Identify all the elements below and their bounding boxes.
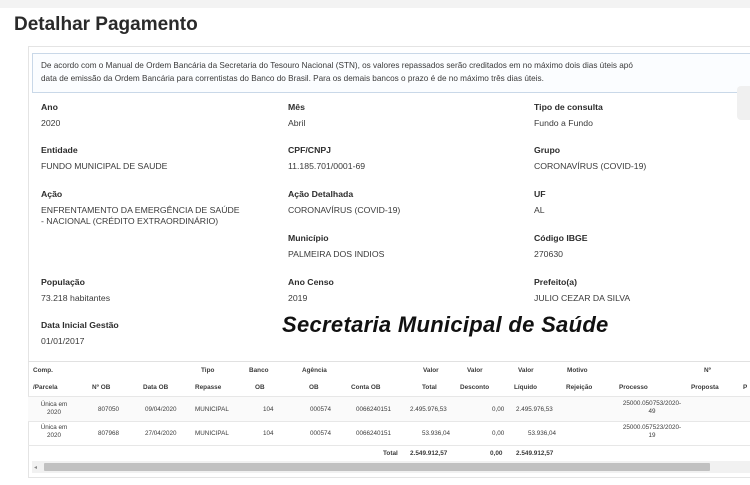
field-ano-label: Ano	[41, 102, 58, 112]
td-comp-l1: Única em	[40, 401, 68, 408]
field-municipio	[288, 233, 384, 260]
td-comp	[36, 424, 72, 440]
field-cpf-cnpj-value: 11.185.701/0001-69	[288, 161, 366, 171]
field-acao-detalhada-label: Ação Detalhada	[288, 189, 354, 199]
th-extra: P	[743, 384, 748, 391]
field-grupo	[534, 145, 646, 172]
field-mes-value: Abril	[288, 118, 306, 128]
td-n-ob: 807050	[98, 406, 120, 413]
field-uf-label: UF	[534, 189, 546, 199]
td-valor-liquido: 53.936,04	[528, 430, 557, 437]
info-notice	[32, 53, 750, 93]
notice-line-2: data de emissão da Ordem Bancária para correntistas do Banco do Brasil. Para os demais bancos o prazo é de no máximo três dias úteis.	[41, 74, 544, 83]
field-acao-detalhada-value: CORONAVÍRUS (COVID-19)	[288, 205, 401, 215]
field-acao-value-line2: - NACIONAL (CRÉDITO EXTRAORDINÁRIO)	[41, 216, 219, 226]
td-processo-l2: 19	[648, 432, 656, 439]
field-ano-censo-label: Ano Censo	[288, 277, 334, 287]
field-mes	[288, 102, 305, 129]
td-valor-desconto: 0,00	[492, 406, 505, 413]
th-comp-l2: /Parcela	[33, 384, 58, 391]
scroll-left-arrow-icon[interactable]: ◂	[34, 465, 38, 471]
th-tipo-repasse-l1: Tipo	[201, 367, 215, 374]
field-entidade-value: FUNDO MUNICIPAL DE SAUDE	[41, 161, 168, 171]
th-agencia-ob-l2: OB	[309, 384, 319, 391]
td-banco-ob: 104	[263, 406, 274, 413]
td-comp-l2: 2020	[46, 409, 61, 416]
td-comp	[36, 401, 72, 417]
th-n-ob: Nº OB	[92, 384, 111, 391]
th-valor-desconto-l2: Desconto	[460, 384, 490, 391]
td-processo-l2: 49	[648, 408, 656, 415]
th-conta-ob: Conta OB	[351, 384, 381, 391]
field-municipio-label: Município	[288, 233, 329, 243]
th-banco-ob-l2: OB	[255, 384, 265, 391]
field-tipo-consulta-value: Fundo a Fundo	[534, 118, 593, 128]
page-title: Detalhar Pagamento	[14, 14, 198, 35]
notice-line-1: De acordo com o Manual de Ordem Bancária da Secretaria do Tesouro Nacional (STN), os valores repassados serão creditados em no máximo dois dias úteis apó	[41, 61, 633, 70]
field-prefeito-value: JULIO CEZAR DA SILVA	[534, 293, 631, 303]
td-banco-ob: 104	[263, 430, 274, 437]
field-codigo-ibge-label: Código IBGE	[534, 233, 588, 243]
td-agencia-ob: 000574	[310, 430, 332, 437]
field-cpf-cnpj	[288, 145, 365, 172]
field-data-inicial-gestao	[41, 320, 119, 347]
td-processo	[612, 424, 692, 440]
field-ano	[41, 102, 60, 129]
total-label: Total	[383, 450, 398, 457]
th-valor-liquido-l1: Valor	[518, 367, 534, 374]
field-tipo-consulta-label: Tipo de consulta	[534, 102, 603, 112]
field-populacao-value: 73.218 habitantes	[41, 293, 111, 303]
field-uf-value: AL	[534, 205, 545, 215]
field-codigo-ibge	[534, 233, 588, 260]
field-data-inicial-gestao-label: Data Inicial Gestão	[41, 320, 119, 330]
td-conta-ob: 0066240151	[356, 430, 392, 437]
total-valor-liquido: 2.549.912,57	[516, 450, 554, 457]
field-grupo-label: Grupo	[534, 145, 561, 155]
overlay-caption: Secretaria Municipal de Saúde	[282, 312, 609, 337]
td-data-ob: 09/04/2020	[145, 406, 177, 413]
td-valor-total: 2.495.976,53	[410, 406, 447, 413]
td-valor-total: 53.936,04	[422, 430, 451, 437]
field-acao-value-line1: ENFRENTAMENTO DA EMERGÊNCIA DE SAÚDE	[41, 205, 240, 215]
field-ano-censo-value: 2019	[288, 293, 308, 303]
total-valor-total: 2.549.912,57	[410, 450, 448, 457]
field-ano-value: 2020	[41, 118, 61, 128]
field-ano-censo	[288, 277, 334, 304]
field-acao-detalhada	[288, 189, 400, 216]
td-tipo-repasse: MUNICIPAL	[195, 430, 229, 437]
field-acao	[41, 189, 240, 227]
table-row-divider	[28, 421, 750, 422]
field-acao-label: Ação	[41, 189, 63, 199]
th-n-proposta-l1: Nº	[704, 367, 711, 374]
td-data-ob: 27/04/2020	[145, 430, 177, 437]
field-populacao-label: População	[41, 277, 85, 287]
th-banco-ob-l1: Banco	[249, 367, 269, 374]
td-valor-desconto: 0,00	[492, 430, 505, 437]
horizontal-scrollbar[interactable]	[32, 461, 750, 473]
td-comp-l1: Única em	[40, 424, 68, 431]
field-codigo-ibge-value: 270630	[534, 249, 563, 259]
top-status-strip	[0, 0, 750, 8]
field-grupo-value: CORONAVÍRUS (COVID-19)	[534, 161, 647, 171]
td-valor-liquido: 2.495.976,53	[516, 406, 553, 413]
td-agencia-ob: 000574	[310, 406, 332, 413]
total-valor-desconto: 0,00	[490, 450, 503, 457]
td-tipo-repasse: MUNICIPAL	[195, 406, 229, 413]
field-prefeito-label: Prefeito(a)	[534, 277, 577, 287]
field-mes-label: Mês	[288, 102, 305, 112]
th-processo: Processo	[619, 384, 648, 391]
field-populacao	[41, 277, 110, 304]
td-processo	[612, 400, 692, 416]
th-motivo-rejeicao-l1: Motivo	[567, 367, 588, 374]
field-uf	[534, 189, 546, 216]
scrollbar-thumb[interactable]	[44, 463, 710, 471]
field-entidade-label: Entidade	[41, 145, 78, 155]
th-motivo-rejeicao-l2: Rejeição	[566, 384, 593, 391]
field-prefeito	[534, 277, 630, 304]
th-agencia-ob-l1: Agência	[302, 367, 327, 374]
td-processo-l1: 25000.050753/2020-	[622, 400, 682, 407]
th-n-proposta-l2: Proposta	[691, 384, 719, 391]
field-data-inicial-gestao-value: 01/01/2017	[41, 336, 85, 346]
side-handle[interactable]	[737, 86, 750, 120]
td-n-ob: 807968	[98, 430, 120, 437]
th-tipo-repasse-l2: Repasse	[195, 384, 222, 391]
th-valor-liquido-l2: Líquido	[514, 384, 538, 391]
th-valor-total-l1: Valor	[423, 367, 439, 374]
field-entidade	[41, 145, 167, 172]
field-cpf-cnpj-label: CPF/CNPJ	[288, 145, 331, 155]
th-comp-l1: Comp.	[33, 367, 53, 374]
th-valor-total-l2: Total	[422, 384, 437, 391]
th-valor-desconto-l1: Valor	[467, 367, 483, 374]
td-comp-l2: 2020	[46, 432, 61, 439]
td-conta-ob: 0066240151	[356, 406, 392, 413]
table-row-divider	[28, 445, 750, 446]
field-tipo-consulta	[534, 102, 603, 129]
th-data-ob: Data OB	[143, 384, 169, 391]
field-municipio-value: PALMEIRA DOS INDIOS	[288, 249, 385, 259]
td-processo-l1: 25000.057523/2020-	[622, 424, 682, 431]
